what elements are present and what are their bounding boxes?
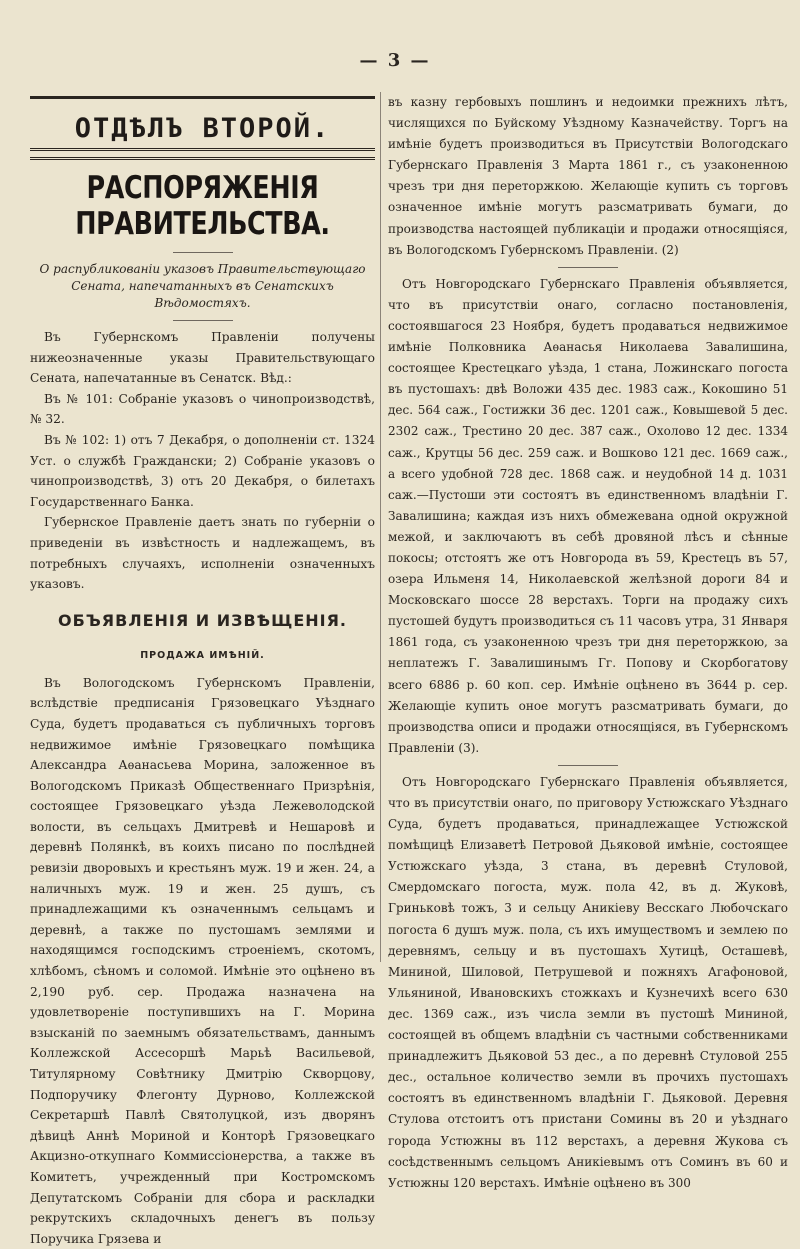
intro-text: О распубликованіи указовъ Правительствующаго Сената, напечатанныхъ въ Сенатскихъ Вѣдомостяхъ. [39, 262, 366, 310]
right-column [388, 92, 788, 1190]
paragraph: Губернское Правленіе даетъ знать по губерніи о приведеніи въ извѣстность и надлежащемъ, въ потребныхъ случаяхъ, исполненіи означенныхъ указовъ. [30, 515, 375, 592]
paragraph: въ казну гербовыхъ пошлинъ и недоимки прежнихъ лѣтъ, числящихся по Буйскому Уѣздному Казначейству. Торгъ на имѣніе будетъ производиться въ Присутствіи Вологодскаго Губернскаго Правленія 3 Марта 1861 г., съ узаконенною чрезъ три дня переторжкою. Желающіе купить съ торговъ означенное имѣніе могутъ разсматривать бумаги, до производства настоящей публикаціи и продажи относящіяся, въ Вологодскомъ Губернскомъ Правленіи. (2) [388, 95, 788, 257]
top-rule [30, 96, 375, 99]
divider [173, 252, 233, 253]
divider [558, 267, 618, 268]
paragraph: Въ Губернскомъ Правленіи получены нижеозначенные указы Правительствующаго Сената, напечатанные въ Сенатск. Вѣд.: [30, 330, 375, 386]
section-title: ОТДѢЛЪ ВТОРОЙ. [30, 113, 375, 151]
divider [173, 320, 233, 321]
page-number: — 3 — [359, 50, 431, 71]
paragraph: Въ № 101: Собраніе указовъ о чинопроизводствѣ, № 32. [30, 391, 375, 427]
paragraph: Въ Вологодскомъ Губернскомъ Правленіи, вслѣдствіе предписанія Грязовецкаго Уѣзднаго Суда, будетъ продаваться съ публичныхъ торговъ недвижимое имѣніе Грязовецкаго помѣщика Александра Аѳанасьева Морина, заложенное въ Вологодскомъ Приказѣ Общественнаго Призрѣнія, состоящее Грязовецкаго уѣзда Лежеволодской волости, въ сельцахъ Дмитревѣ и Нешаровѣ и деревнѣ Полянкѣ, въ коихъ писано по послѣдней ревизіи дворовыхъ и крестьянъ муж. 19 и жен. 24, а наличныхъ муж. 19 и жен. 25 душъ, съ принадлежащими къ означеннымъ сельцамъ и деревнѣ, а также по пустошамъ землями и находящимся господскимъ строеніемъ, скотомъ, хлѣбомъ, сѣномъ и соломой. Имѣніе это оцѣнено въ 2,190 руб. сер. Продажа назначена на удовлетвореніе поступившихъ на Г. Морина взысканій по заемнымъ обязательствамъ, даннымъ Коллежской Ассесоршѣ Марьѣ Васильевой, Титулярному Совѣтнику Дмитрію Скворцову, Подпоручику Флегонту Дурново, Коллежской Секретаршѣ Павлѣ Святолуцкой, изъ дворянъ дѣвицѣ Аннѣ Мориной и Конторѣ Грязовецкаго Акцизно-откупнаго Коммиссіонерства, а также въ Комитетъ, учрежденный при Костромскомъ Депутатскомъ Собраніи для сбора и раскладки рекрутскихъ складочныхъ денегъ въ пользу Поручика Грязева и [30, 675, 375, 1246]
announcements-title: ОБЪЯВЛЕНІЯ И ИЗВѢЩЕНІЯ. [57, 610, 348, 630]
paragraph: Въ № 102: 1) отъ 7 Декабря, о дополненіи ст. 1324 Уст. о службѣ Граждански; 2) Собраніе указовъ о чинопроизводствѣ, 3) отъ 20 Декабря, о билетахъ Государственнаго Банка. [30, 432, 375, 509]
section-rule [30, 157, 375, 160]
sale-heading: ПРОДАЖА ИМѢНІЙ. [140, 649, 265, 661]
column-divider [380, 92, 381, 962]
paragraph: Отъ Новгородскаго Губернскаго Правленія объявляется, что въ присутствіи онаго, по приговору Устюжскаго Уѣзднаго Суда, будетъ продаваться, принадлежащее Устюжской помѣщицѣ Елизаветѣ Петровой Дьяковой имѣніе, состоящее Устюжскаго уѣзда, 3 стана, въ деревнѣ Стуловой, Смердомскаго погоста, муж. пола 42, въ д. Жуковѣ, Гриньковѣ тожъ, 3 и сельцу Аникіеву Весскаго Любочскаго погоста 6 душъ муж. пола, съ ихъ имуществомъ и землею по деревнямъ, сельцу и въ пустошахъ Хутицѣ, Осташевѣ, Мининой, Шиловой, Петрушевой и пожняхъ Агафоновой, Ульяниной, Ивановскихъ стожкахъ и Кузнечихѣ всего 630 дес. 1369 саж., изъ числа земли въ пустошѣ Мининой, состоящей въ общемъ владѣніи съ частными собственниками принадлежитъ Дьяковой 53 дес., а по деревнѣ Стуловой 255 дес., остальное количество земли въ прочихъ пустошахъ состоятъ въ единственномъ владѣніи Г. Дьяковой. Деревня Стулова отстоитъ отъ пристани Сомины въ 20 и уѣзднаго города Устюжны въ 112 верстахъ, а деревня Жукова съ сосѣдственнымъ сельцомъ Аникіевымъ отъ Соминъ въ 60 и Устюжны 120 верстахъ. Имѣніе оцѣнено въ 300 [388, 774, 788, 1190]
government-orders-title: РАСПОРЯЖЕНІЯ ПРАВИТЕЛЬСТВА. [75, 170, 330, 242]
paragraph: Отъ Новгородскаго Губернскаго Правленія объявляется, что въ присутствіи онаго, согласно постановленія, состоявшагося 23 Ноября, будетъ продаваться недвижимое имѣніе Полковника Аѳанасья Николаева Завалишина, состоящее Крестецкаго уѣзда, 1 стана, Ложинскаго погоста въ пустошахъ: двѣ Воложи 435 дес. 1983 саж., Кокошино 51 дес. 564 саж., Гостижки 36 дес. 1201 саж., Ковышевой 5 дес. 2302 саж., Трестино 20 дес. 387 саж., Охолово 12 дес. 1334 саж., Крутцы 56 дес. 259 саж. и Вошково 121 дес. 1669 саж., а всего удобной 728 дес. 1868 саж. и неудобной 14 д. 1031 саж.—Пустоши эти состоятъ въ единственномъ владѣніи Г. Завалишина; каждая изъ нихъ обмежевана одной окружной межой, и заключаютъ въ себѣ дровяной лѣсъ и сѣнные покосы; отстоятъ же отъ Новгорода въ 59, Крестецъ въ 57, озера Ильменя 14, Николаевской желѣзной дороги 84 и Московскаго шоссе 28 верстахъ. Торги на продажу сихъ пустошей будутъ производиться съ 11 часовъ утра, 31 Января 1861 года, съ узаконенною чрезъ три дня переторжкою, за неплатежъ Г. Завалишинымъ Гг. Попову и Скорбогатову всего 6886 р. 60 коп. сер. Имѣніе оцѣнено въ 3644 р. сер. Желающіе купить оное могутъ разсматривать бумаги, до производства описи и продажи относящіяся, въ Губернскомъ Правленіи (3). [388, 276, 788, 755]
divider [558, 765, 618, 766]
left-column [30, 92, 375, 1246]
